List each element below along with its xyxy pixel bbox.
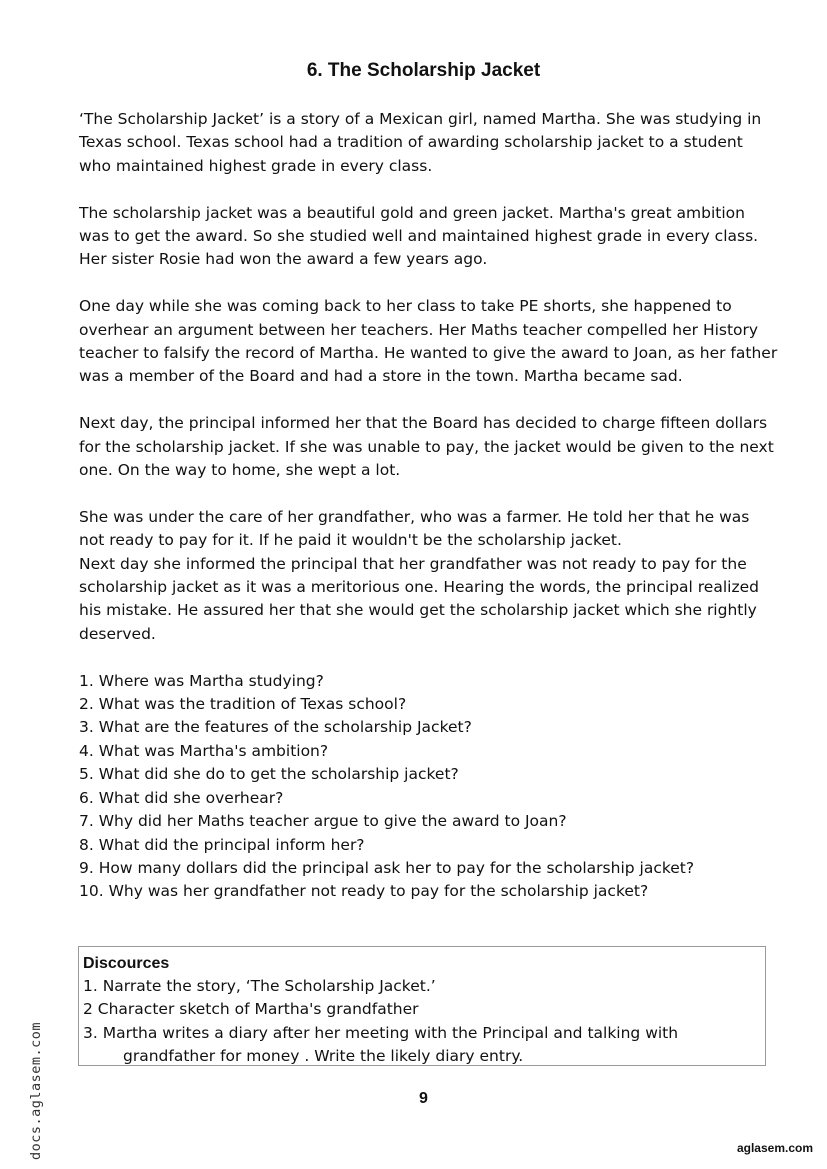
story-paragraph: The scholarship jacket was a beautiful gold and green jacket. Martha's great ambition was to get the award. So she studied well and maintained highest grade in every class. Her sister Rosie had won the award a few years ago. <box>79 203 759 269</box>
question-item: 3. What are the features of the scholarship Jacket? <box>79 718 472 737</box>
story-body <box>79 108 779 927</box>
story-paragraph: Next day, the principal informed her that the Board has decided to charge fifteen dollars for the scholarship jacket. If she was unable to pay, the jacket would be given to the next one. On the way to home, she wept a lot. <box>79 414 774 480</box>
discourse-item: 2 Character sketch of Martha's grandfather <box>83 1000 419 1019</box>
page-number: 9 <box>419 1090 428 1107</box>
question-item: 4. What was Martha's ambition? <box>79 741 329 760</box>
question-item: 7. Why did her Maths teacher argue to give the award to Joan? <box>79 812 567 831</box>
story-paragraph: She was under the care of her grandfather, who was a farmer. He told her that he was not ready to pay for it. If he paid it wouldn't be the scholarship jacket. <box>79 507 750 550</box>
side-watermark: docs.aglasem.com <box>28 1021 44 1160</box>
discourse-item: 3. Martha writes a diary after her meeting with the Principal and talking with <box>83 1023 679 1042</box>
discourses-heading: Discources <box>83 955 170 972</box>
question-item: 1. Where was Martha studying? <box>79 671 324 690</box>
discourse-item-continuation: grandfather for money . Write the likely diary entry. <box>123 1046 524 1065</box>
footer-watermark: aglasem.com <box>736 1141 813 1155</box>
story-paragraph: ‘The Scholarship Jacket’ is a story of a Mexican girl, named Martha. She was studying in Texas school. Texas school had a tradition of awarding scholarship jacket to a student who maintained highest grade in every class. <box>79 110 762 175</box>
question-item: 10. Why was her grandfather not ready to pay for the scholarship jacket? <box>79 882 649 901</box>
discourses-box <box>78 946 766 1066</box>
question-item: 8. What did the principal inform her? <box>79 835 365 854</box>
story-paragraph: Next day she informed the principal that her grandfather was not ready to pay for the scholarship jacket as it was a meritorious one. Hearing the words, the principal realized his mistake. He assured her that she would get the scholarship jacket which she rightly deserved. <box>79 554 759 643</box>
question-item: 6. What did she overhear? <box>79 788 284 807</box>
question-item: 2. What was the tradition of Texas school? <box>79 695 407 714</box>
page-title: 6. The Scholarship Jacket <box>306 60 541 81</box>
question-item: 9. How many dollars did the principal ask her to pay for the scholarship jacket? <box>79 858 695 877</box>
discourse-item: 1. Narrate the story, ‘The Scholarship Jacket.’ <box>83 977 436 996</box>
story-paragraph: One day while she was coming back to her class to take PE shorts, she happened to overhear an argument between her teachers. Her Maths teacher compelled her History teacher to falsify the record of Martha. He wanted to give the award to Joan, as her father was a member of the Board and had a store in the town. Martha became sad. <box>79 297 778 386</box>
question-item: 5. What did she do to get the scholarship jacket? <box>79 765 459 784</box>
question-list <box>79 670 779 904</box>
